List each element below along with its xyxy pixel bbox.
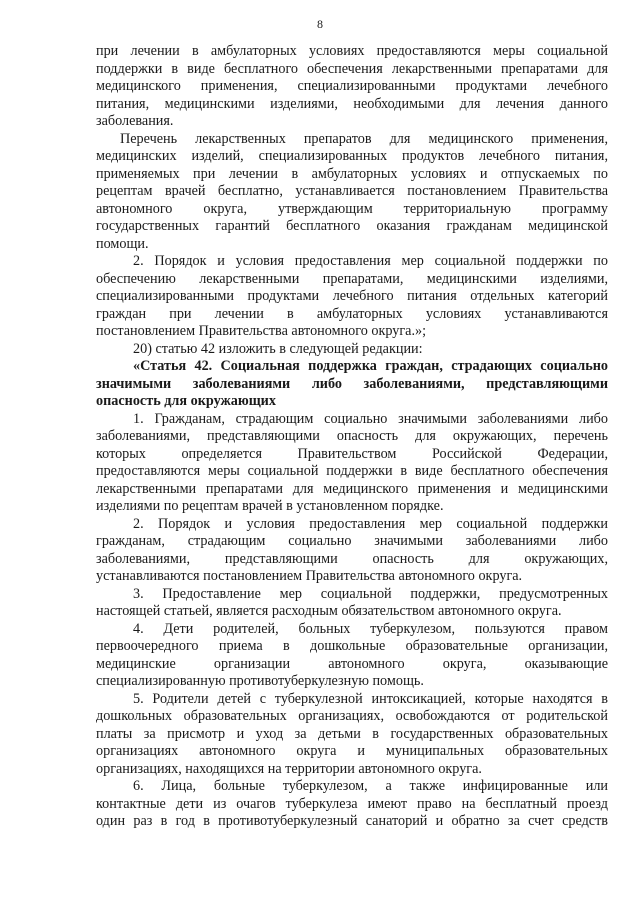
text-line: которых определяется Правительством Российской Федерации, xyxy=(96,445,608,462)
text-line: питания, медицинскими изделиями, необходимыми для лечения данного xyxy=(96,95,608,112)
text-line: гражданам, страдающим социально значимыми заболеваниями либо xyxy=(96,533,608,549)
text-line: поддержки в виде бесплатного обеспечения лекарственными препаратами для xyxy=(96,60,608,77)
text-line: предоставляются меры социальной поддержки в виде бесплатного обеспечения xyxy=(96,463,608,479)
text-line: дошкольных образовательных организациях, освобождаются от родительской xyxy=(96,708,608,724)
text-line: помощи. xyxy=(96,235,149,252)
paragraph xyxy=(96,253,608,341)
text-line: лекарственными препаратами для медицинского применения и медицинскими xyxy=(96,480,608,497)
text-line: заболевания. xyxy=(96,113,174,129)
text-line: применяемых при лечении в амбулаторных условиях и отпускаемых по xyxy=(96,165,608,182)
paragraph xyxy=(96,341,608,359)
text-line: Перечень лекарственных препаратов для медицинского применения, xyxy=(120,130,608,147)
text-line: контактные дети из очагов туберкулеза имеют право на бесплатный проезд xyxy=(96,795,608,812)
paragraph xyxy=(96,43,608,131)
text-line: государственных гарантий бесплатного оказания гражданам медицинской xyxy=(96,218,608,234)
text-line: заболеваниями, представляющими опасность для окружающих, xyxy=(96,550,608,567)
text-line: медицинские организации автономного округа, оказывающие xyxy=(96,655,608,672)
text-line: настоящей статьей, является расходным обязательством автономного округа. xyxy=(96,603,562,619)
article-heading xyxy=(96,358,608,411)
text-line: опасность для окружающих xyxy=(96,393,276,409)
text-line: 1. Гражданам, страдающим социально значимыми заболеваниями либо xyxy=(133,410,608,427)
text-line: «Статья 42. Социальная поддержка граждан, страдающих социально xyxy=(133,358,608,374)
text-line: при лечении в амбулаторных условиях предоставляются меры социальной xyxy=(96,43,608,59)
text-line: платы за присмотр и уход за детьми в государственных образовательных xyxy=(96,725,608,742)
text-line: 5. Родители детей с туберкулезной интоксикацией, которые находятся в xyxy=(133,690,608,707)
text-line: граждан при лечении в амбулаторных условиях устанавливаются xyxy=(96,305,608,322)
text-line: 6. Лица, больные туберкулезом, а также инфицированные или xyxy=(133,778,608,794)
paragraph xyxy=(96,411,608,516)
text-line: специализированную противотуберкулезную помощь. xyxy=(96,673,424,689)
text-line: автономного округа, утверждающим территориальную программу xyxy=(96,200,608,217)
text-line: рецептам врачей бесплатно, устанавливается постановлением Правительства xyxy=(96,183,608,199)
paragraph xyxy=(96,586,608,621)
text-line: медицинских изделий, специализированных продуктов лечебного питания, xyxy=(96,148,608,164)
paragraph xyxy=(96,691,608,779)
document-body xyxy=(96,43,608,831)
text-line: устанавливаются постановлением Правительства автономного округа. xyxy=(96,568,523,584)
text-line: специализированными продуктами лечебного питания отдельных категорий xyxy=(96,288,608,304)
text-line: 4. Дети родителей, больных туберкулезом, пользуются правом xyxy=(133,620,608,637)
text-line: 2. Порядок и условия предоставления мер социальной поддержки по xyxy=(133,253,608,269)
text-line: изделиями по рецептам врачей в установленном порядке. xyxy=(96,498,444,514)
text-line: организациях автономного округа и муниципальных образовательных xyxy=(96,743,608,759)
text-line: первоочередного приема в дошкольные образовательные организации, xyxy=(96,638,608,654)
paragraph xyxy=(96,516,608,586)
text-line: медицинского применения, специализированными продуктами лечебного xyxy=(96,78,608,94)
text-line: 3. Предоставление мер социальной поддержки, предусмотренных xyxy=(133,585,608,602)
text-line: 2. Порядок и условия предоставления мер социальной поддержки xyxy=(133,515,608,532)
text-line: заболеваниями, представляющими опасность для окружающих, перечень xyxy=(96,428,608,444)
text-line: постановлением Правительства автономного округа.»; xyxy=(96,323,427,339)
text-line: значимыми заболеваниями либо заболеваниями, представляющими xyxy=(96,375,608,392)
paragraph xyxy=(96,778,608,831)
paragraph xyxy=(96,621,608,691)
text-line: один раз в год в противотуберкулезный санаторий и обратно за счет средств xyxy=(96,813,608,829)
page-number: 8 xyxy=(317,17,323,31)
text-line: 20) статью 42 изложить в следующей редакции: xyxy=(133,340,423,357)
paragraph xyxy=(96,131,608,254)
text-line: организациях, находящихся на территории автономного округа. xyxy=(96,760,482,777)
text-line: обеспечению лекарственными препаратами, медицинскими изделиями, xyxy=(96,270,608,287)
